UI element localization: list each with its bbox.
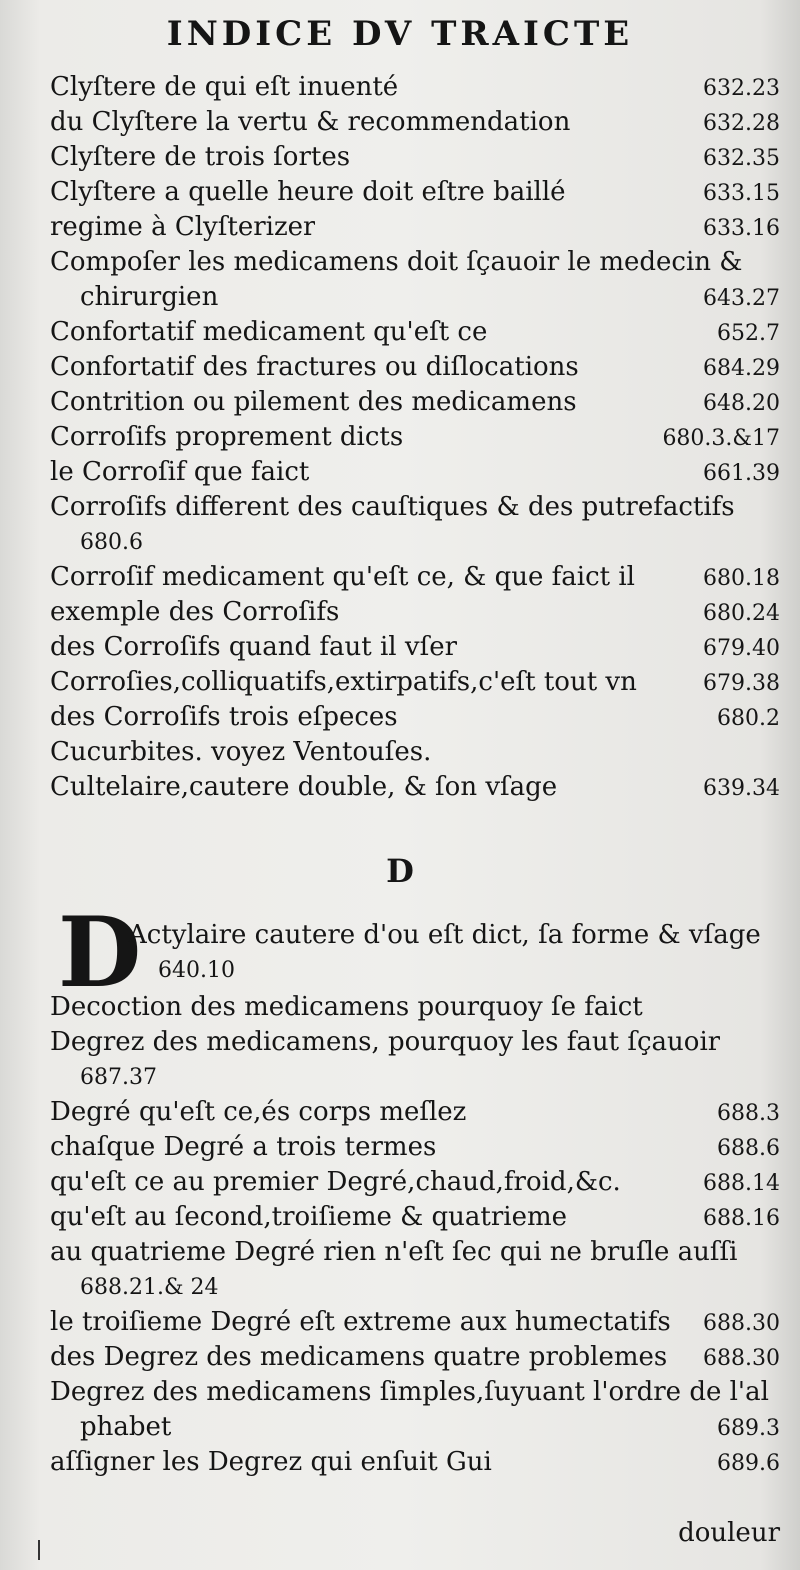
entry-text: Cucurbites. voyez Ventouſes. [50,737,432,767]
entry-page-ref: 648.20 [703,391,780,416]
index-section-d [50,990,780,1480]
index-entry [50,490,780,525]
entry-text: au quatrieme Degré rien n'eſt ſec qui ne bruſle auſſi [50,1237,738,1267]
entry-page-ref: 680.2 [717,706,780,731]
entry-page-ref: 689.3 [717,1416,780,1441]
entry-text: qu'eſt au ſecond,troiſieme & quatrieme [50,1202,568,1232]
entry-page-ref: 652.7 [717,321,780,346]
index-entry [50,1445,780,1480]
entry-text: 640.10 [158,958,235,983]
entry-page-ref: 679.38 [703,671,780,696]
entry-text: Corroſif medicament qu'eſt ce, & que faict il [50,562,635,592]
entry-text: Degrez des medicamens ſimples,ſuyuant l'ordre de l'al [50,1377,769,1407]
entry-page-ref: 633.15 [703,181,780,206]
index-entry [50,1025,780,1060]
drop-cap: D [58,896,142,1009]
index-entry [128,953,780,988]
index-entry [50,700,780,735]
entry-text: exemple des Corroſifs [50,597,340,627]
index-entry [50,280,780,315]
entry-text: des Degrez des medicamens quatre problemes [50,1342,668,1372]
entry-page-ref: 632.23 [703,76,780,101]
entry-text: Contrition ou pilement des medicamens [50,387,577,417]
entry-text: aſſigner les Degrez qui enſuit Gui [50,1447,492,1477]
index-entry [50,175,780,210]
entry-page-ref: 661.39 [703,461,780,486]
index-entry [50,140,780,175]
entry-text: le troiſieme Degré eſt extreme aux humectatifs [50,1307,671,1337]
entry-text: chaſque Degré a trois termes [50,1132,437,1162]
catchword: douleur [678,1518,780,1548]
entry-text: Compoſer les medicamens doit ſçauoir le medecin & [50,247,743,277]
index-entry [50,1270,780,1305]
index-entry [50,1060,780,1095]
section-letter-d: D [386,852,414,890]
index-entry [50,315,780,350]
index-entry [50,1340,780,1375]
entry-text: qu'eſt ce au premier Degré,chaud,froid,&c. [50,1167,621,1197]
entry-text: Confortatif medicament qu'eſt ce [50,317,488,347]
entry-page-ref: 643.27 [703,286,780,311]
entry-text: du Clyſtere la vertu & recommendation [50,107,571,137]
entry-page-ref: 688.16 [703,1206,780,1231]
index-entry [50,455,780,490]
entry-page-ref: 680.24 [703,601,780,626]
index-entry [50,1130,780,1165]
index-entry [50,595,780,630]
entry-text: phabet [80,1412,172,1442]
entry-text: Cultelaire,cautere double, & ſon vſage [50,772,558,802]
entry-page-ref: 639.34 [703,776,780,801]
running-head: INDICE DV TRAICTE [166,14,634,54]
entry-page-ref: 679.40 [703,636,780,661]
entry-page-ref: 632.28 [703,111,780,136]
entry-page-ref: 684.29 [703,356,780,381]
index-entry [50,1375,780,1410]
index-entry [50,560,780,595]
entry-page-ref: 680.18 [703,566,780,591]
entry-page-ref: 680.3.&17 [662,426,780,451]
index-section-c [50,70,780,805]
entry-page-ref: 688.14 [703,1171,780,1196]
index-section-d-opening [128,918,780,988]
entry-text: Decoction des medicamens pourquoy ſe faict [50,992,643,1022]
entry-page-ref: 688.30 [703,1311,780,1336]
entry-text: Corroſifs different des cauſtiques & des putrefactifs [50,492,735,522]
entry-page-ref: 633.16 [703,216,780,241]
index-entry [50,385,780,420]
index-entry [50,245,780,280]
index-entry [50,105,780,140]
entry-text: Corroſies,colliquatifs,extirpatifs,c'eſt tout vn [50,667,637,697]
entry-text: Confortatif des fractures ou diſlocations [50,352,579,382]
index-entry [50,1235,780,1270]
entry-text: 680.6 [80,530,143,555]
entry-text: chirurgien [80,282,219,312]
index-entry [50,630,780,665]
index-entry [50,420,780,455]
entry-text: Degrez des medicamens, pourquoy les faut ſçauoir [50,1027,721,1057]
entry-text: Clyſtere de trois ſortes [50,142,351,172]
index-entry [50,70,780,105]
entry-text: Corroſifs proprement dicts [50,422,404,452]
index-entry [50,350,780,385]
index-entry [50,990,780,1025]
entry-text: 688.21.& 24 [80,1275,219,1300]
entry-text: 687.37 [80,1065,157,1090]
index-entry [50,1410,780,1445]
index-entry [50,525,780,560]
margin-mark [38,1540,40,1560]
index-entry [50,735,780,770]
entry-text: Degré qu'eſt ce,és corps meſlez [50,1097,467,1127]
index-entry [50,210,780,245]
index-entry [50,1200,780,1235]
entry-text: Clyſtere de qui eſt inuenté [50,72,399,102]
index-entry [50,1165,780,1200]
index-entry [50,1305,780,1340]
entry-text: des Corroſifs trois eſpeces [50,702,398,732]
index-entry [50,770,780,805]
entry-page-ref: 688.6 [717,1136,780,1161]
entry-text: le Corroſif que faict [50,457,310,487]
entry-page-ref: 689.6 [717,1451,780,1476]
index-entry [50,1095,780,1130]
index-entry [128,918,780,953]
index-entry [50,665,780,700]
entry-text: Clyſtere a quelle heure doit eſtre baillé [50,177,566,207]
entry-text: regime à Clyſterizer [50,212,316,242]
entry-page-ref: 632.35 [703,146,780,171]
entry-page-ref: 688.30 [703,1346,780,1371]
entry-text: Actylaire cautere d'ou eſt dict, ſa forme & vſage [128,920,761,950]
entry-page-ref: 688.3 [717,1101,780,1126]
entry-text: des Corroſifs quand faut il vſer [50,632,458,662]
